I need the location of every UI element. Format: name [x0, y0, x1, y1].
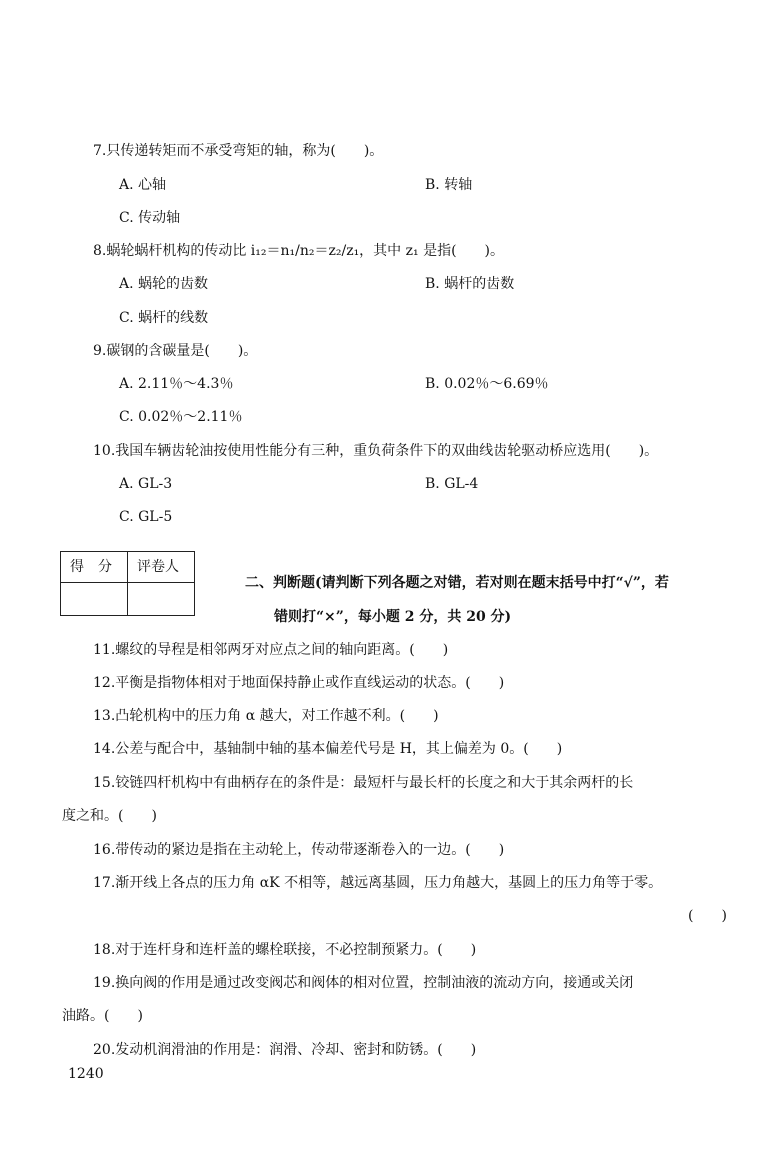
question-10-stem: 10.我国车辆齿轮油按使用性能分有三种，重负荷条件下的双曲线齿轮驱动桥应选用( )。 — [93, 443, 659, 459]
question-9-option-a: A. 2.11％～4.3％ — [119, 376, 234, 392]
question-8-option-a: A. 蜗轮的齿数 — [119, 276, 209, 292]
question-7-option-b: B. 转轴 — [425, 177, 473, 193]
question-16: 16.带传动的紧边是指在主动轮上，传动带逐渐卷入的一边。( ) — [93, 842, 505, 858]
question-9-option-c: C. 0.02％～2.11％ — [119, 409, 243, 425]
section-2-heading-line-1: 二、判断题(请判断下列各题之对错，若对则在题末括号中打“√”，若 — [245, 575, 669, 591]
question-7-stem: 7.只传递转矩而不承受弯矩的轴，称为( )。 — [93, 143, 384, 159]
question-20: 20.发动机润滑油的作用是：润滑、冷却、密封和防锈。( ) — [93, 1042, 477, 1058]
question-19-line-2: 油路。( ) — [62, 1008, 143, 1024]
page-number: 1240 — [68, 1066, 104, 1082]
question-10-option-b: B. GL-4 — [425, 476, 479, 492]
grader-label: 评卷人 — [137, 559, 179, 575]
question-19-line-1: 19.换向阀的作用是通过改变阀芯和阀体的相对位置，控制油液的流动方向，接通或关闭 — [93, 975, 634, 991]
question-15-line-1: 15.铰链四杆机构中有曲柄存在的条件是：最短杆与最长杆的长度之和大于其余两杆的长 — [93, 775, 634, 791]
question-11: 11.螺纹的导程是相邻两牙对应点之间的轴向距离。( ) — [93, 642, 449, 658]
score-label: 得 分 — [70, 559, 112, 575]
section-2-heading-line-2: 错则打“×”，每小题 2 分，共 20 分) — [274, 609, 512, 625]
question-8-option-c: C. 蜗杆的线数 — [119, 310, 209, 326]
question-9-option-b: B. 0.02％～6.69％ — [425, 376, 549, 392]
question-12: 12.平衡是指物体相对于地面保持静止或作直线运动的状态。( ) — [93, 675, 505, 691]
question-17-line-1: 17.渐开线上各点的压力角 αK 不相等，越远离基圆，压力角越大，基圆上的压力角等于零。 — [93, 875, 663, 891]
question-15-line-2: 度之和。( ) — [62, 808, 157, 824]
question-13: 13.凸轮机构中的压力角 α 越大，对工作越不利。( ) — [93, 708, 439, 724]
question-10-option-a: A. GL-3 — [119, 476, 173, 492]
question-7-option-c: C. 传动轴 — [119, 210, 181, 226]
question-14: 14.公差与配合中，基轴制中轴的基本偏差代号是 H，其上偏差为 0。( ) — [93, 741, 563, 757]
question-8-stem: 8.蜗轮蜗杆机构的传动比 i₁₂＝n₁/n₂＝z₂/z₁，其中 z₁ 是指( )。 — [93, 243, 504, 259]
question-8-option-b: B. 蜗杆的齿数 — [425, 276, 515, 292]
question-18: 18.对于连杆身和连杆盖的螺栓联接，不必控制预紧力。( ) — [93, 942, 477, 958]
score-table-column-divider — [127, 552, 128, 615]
question-9-stem: 9.碳钢的含碳量是( )。 — [93, 343, 258, 359]
score-table — [60, 551, 195, 616]
question-17-answer-bracket: ( ) — [688, 908, 727, 924]
question-7-option-a: A. 心轴 — [119, 177, 167, 193]
question-10-option-c: C. GL-5 — [119, 509, 173, 525]
